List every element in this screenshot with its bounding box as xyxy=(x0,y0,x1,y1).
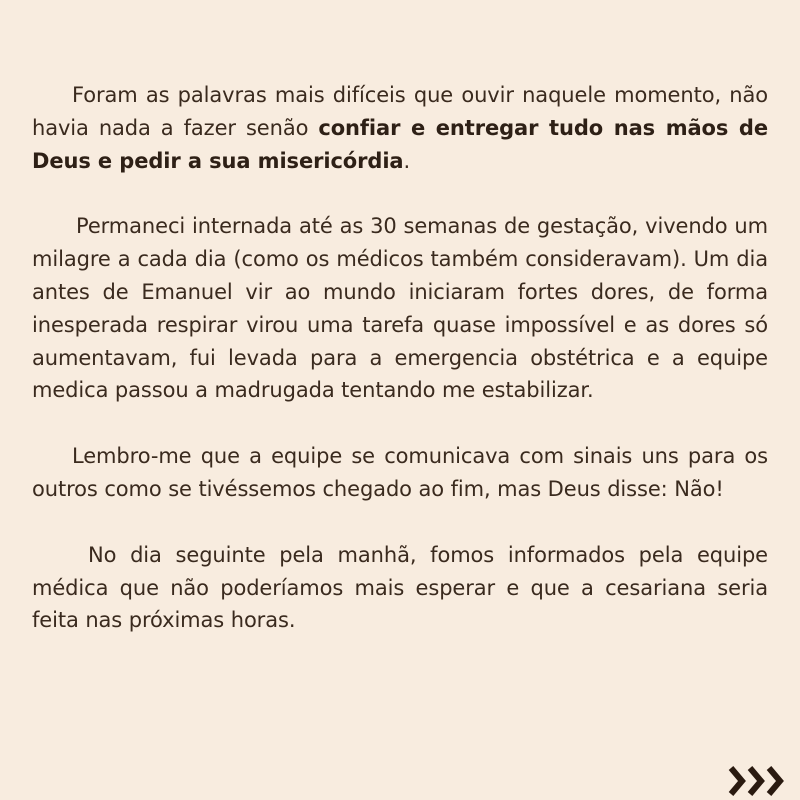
paragraph-1 xyxy=(32,79,768,177)
paragraph-4: No dia seguinte pela manhã, fomos informados pela equipe médica que não poderíamos mais esperar e que a cesariana seria feita nas próximas horas. xyxy=(32,542,768,633)
paragraph-1-text-end: . xyxy=(403,148,411,173)
paragraph-2: Permaneci internada até as 30 semanas de gestação, vivendo um milagre a cada dia (como os médicos também consideravam). Um dia antes de Emanuel vir ao mundo iniciaram fortes dores, de forma inesperada respirar virou uma tarefa quase impossível e as dores só aumentavam, fui levada para a emergencia obstétrica e a equipe medica passou a madrugada tentando me estabilizar. xyxy=(32,214,768,403)
triple-chevron-right-icon[interactable] xyxy=(728,764,792,798)
paragraph-1-emphasis: confiar e entregar tudo nas mãos de Deus e pedir a sua misericórdia xyxy=(32,115,768,173)
paragraph-1-text-start: Foram as palavras mais difíceis que ouvir naquele momento, não havia nada a fazer senão xyxy=(32,83,768,140)
paragraph-3: Lembro-me que a equipe se comunicava com sinais uns para os outros como se tivéssemos chegado ao fim, mas Deus disse: Não! xyxy=(32,444,768,501)
story-text xyxy=(32,79,768,670)
